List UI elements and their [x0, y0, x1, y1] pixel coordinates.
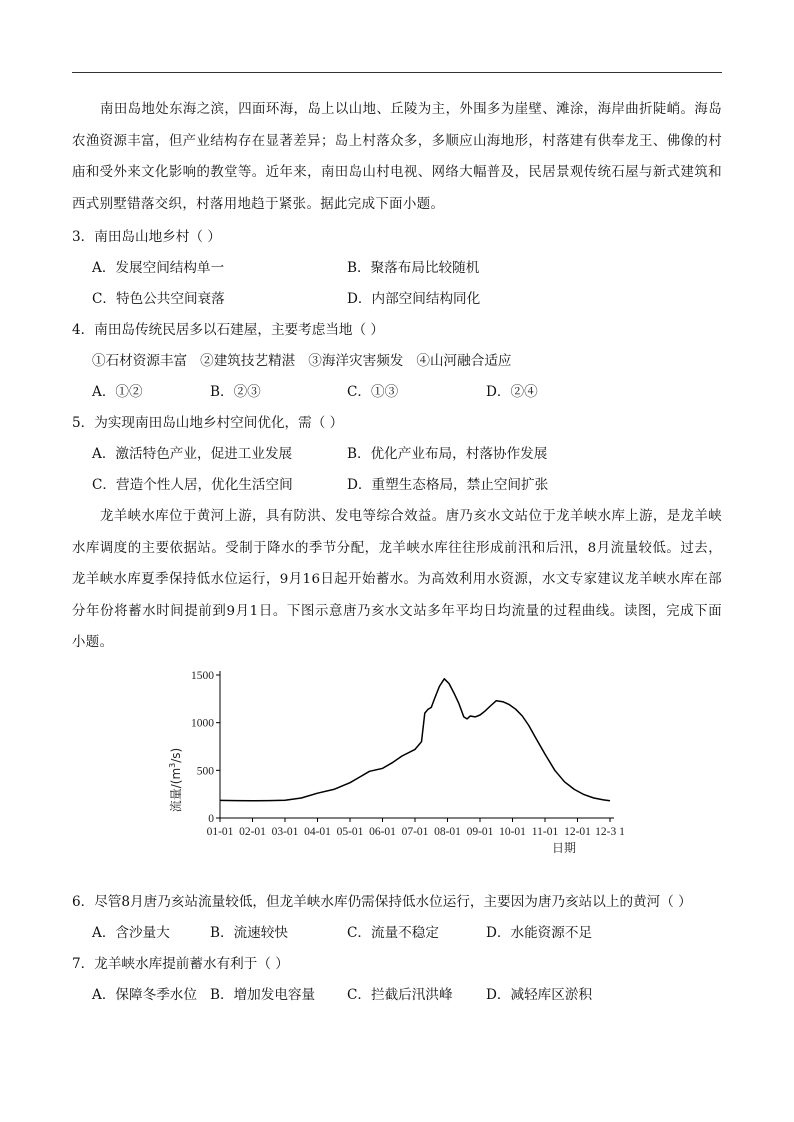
- y-tick-label-3: 1500: [191, 670, 214, 682]
- x-tick-label-2: 03-01: [271, 826, 299, 838]
- x-tick-label-5: 06-01: [369, 826, 396, 838]
- y-axis-label-main: 流量/(m: [169, 767, 183, 813]
- y-tick-label-0: 0: [208, 813, 214, 825]
- y-tick-labels: [191, 670, 214, 825]
- q4-option-d[interactable]: D．②④: [486, 384, 538, 400]
- x-axis-label: 日期: [551, 841, 577, 855]
- flow-chart: [160, 660, 660, 860]
- question-4-stem: 4．南田岛传统民居多以石建屋，主要考虑当地（ ）: [72, 322, 385, 338]
- y-tick-label-1: 500: [196, 765, 214, 778]
- x-tick-label-6: 07-01: [401, 826, 429, 838]
- q3-option-d[interactable]: D．内部空间结构同化: [347, 291, 481, 307]
- q5-option-c[interactable]: C．营造个性人居，优化生活空间: [92, 477, 293, 493]
- question-3-stem: 3．南田岛山地乡村（ ）: [72, 229, 221, 245]
- x-tick-label-3: 04-01: [304, 826, 331, 838]
- y-axis-label-sup: 3: [168, 762, 177, 768]
- x-tick-label-0: 01-01: [206, 826, 234, 838]
- series-line-daily-flow: [220, 679, 610, 801]
- x-tick-label-4: 05-01: [336, 826, 364, 838]
- q5-option-d[interactable]: D．重塑生态格局，禁止空间扩张: [347, 477, 549, 493]
- q4-statements: ①石材资源丰富 ②建筑技艺精湛 ③海洋灾害频发 ④山河融合适应: [92, 353, 512, 369]
- question-6-stem: 6．尽管8月唐乃亥站流量较低，但龙羊峡水库仍需保持低水位运行，主要因为唐乃亥站以上的黄河（ ）: [72, 894, 692, 910]
- q4-option-a[interactable]: A．①②: [92, 384, 143, 400]
- q6-option-d[interactable]: D．水能资源不足: [486, 925, 593, 941]
- x-tick-label-9: 10-01: [499, 826, 526, 838]
- q7-option-c[interactable]: C．拦截后汛洪峰: [347, 987, 453, 1003]
- q5-option-b[interactable]: B．优化产业布局，村落协作发展: [347, 446, 548, 462]
- q3-option-b[interactable]: B．聚落布局比较随机: [347, 260, 480, 276]
- q5-option-a[interactable]: A．激活特色产业，促进工业发展: [92, 446, 293, 462]
- x-tick-label-8: 09-01: [466, 826, 494, 838]
- x-tick-label-10: 11-01: [531, 826, 559, 838]
- x-tick-label-12: 12-3 1: [595, 826, 625, 838]
- chart-axes: [216, 671, 614, 822]
- y-tick-label-2: 1000: [191, 717, 214, 730]
- x-tick-label-7: 08-01: [434, 826, 461, 838]
- question-5-stem: 5．为实现南田岛山地乡村空间优化，需（ ）: [72, 415, 344, 431]
- q6-option-b[interactable]: B．流速较快: [210, 925, 288, 941]
- q4-option-c[interactable]: C．①③: [347, 384, 399, 400]
- x-tick-labels: [207, 826, 626, 838]
- x-tick-label-1: 02-01: [239, 826, 266, 838]
- passage-nantian: 南田岛地处东海之滨，四面环海，岛上以山地、丘陵为主，外围多为崖壁、滩涂，海岸曲折陡峭。海岛农渔资源丰富，但产业结构存在显著差异；岛上村落众多，多顺应山海地形，村落建有供奉龙王、佛像的村庙和受外来文化影响的教堂等。近年来，南田岛山村电视、网络大幅普及，民居景观传统石屋与新式建筑和西式别墅错落交织，村落用地趋于紧张。据此完成下面小题。: [72, 102, 722, 212]
- q7-option-a[interactable]: A．保障冬季水位: [92, 987, 197, 1003]
- q3-option-a[interactable]: A．发展空间结构单一: [92, 260, 225, 276]
- x-tick-label-11: 12-01: [564, 826, 591, 838]
- question-7-stem: 7．龙羊峡水库提前蓄水有利于（ ）: [72, 956, 289, 972]
- q7-option-d[interactable]: D．减轻库区淤积: [486, 987, 593, 1003]
- header-rule: [72, 72, 722, 73]
- passage-longyangxia: 龙羊峡水库位于黄河上游，具有防洪、发电等综合效益。唐乃亥水文站位于龙羊峡水库上游，是龙羊峡水库调度的主要依据站。受制于降水的季节分配，龙羊峡水库往往形成前汛和后汛，8月流量较低。过去，龙羊峡水库夏季保持低水位运行，9月16日起开始蓄水。为高效利用水资源，水文专家建议龙羊峡水库在部分年份将蓄水时间提前到9月1日。下图示意唐乃亥水文站多年平均日均流量的过程曲线。读图，完成下面小题。: [72, 509, 722, 650]
- q6-option-c[interactable]: C．流量不稳定: [347, 925, 439, 941]
- q3-option-c[interactable]: C．特色公共空间衰落: [92, 291, 225, 307]
- q7-option-b[interactable]: B．增加发电容量: [210, 987, 316, 1003]
- y-axis-label: [168, 748, 183, 813]
- q6-option-a[interactable]: A．含沙量大: [92, 925, 170, 941]
- q4-option-b[interactable]: B．②③: [210, 384, 261, 400]
- y-axis-label-end: /s): [169, 747, 183, 763]
